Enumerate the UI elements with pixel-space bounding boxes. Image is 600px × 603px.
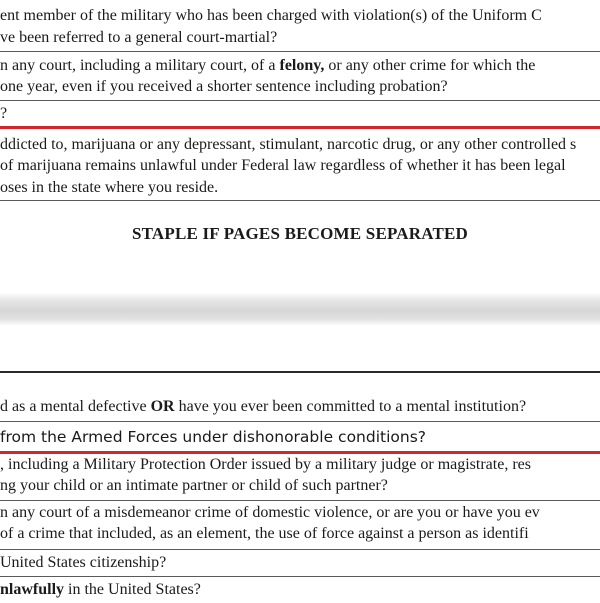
military-question-line2: ve been referred to a general court-martial? (0, 29, 278, 46)
felony-question-line2: one year, even if you received a shorter sentence including probation? (0, 78, 448, 95)
row-divider (0, 100, 600, 101)
mental-defective-question: d as a mental defective OR have you ever been committed to a mental institution? (0, 398, 527, 415)
marijuana-question-line1: ddicted to, marijuana or any depressant, stimulant, narcotic drug, or any other controlled s (0, 136, 577, 153)
protection-order-question-line1: , including a Military Protection Order issued by a military judge or magistrate, res (0, 456, 531, 473)
highlight-underline (0, 451, 600, 454)
citizenship-question: United States citizenship? (0, 554, 167, 571)
domestic-violence-question-line1: n any court of a misdemeanor crime of domestic violence, or are you or have you ev (0, 504, 540, 521)
staple-notice: STAPLE IF PAGES BECOME SEPARATED (131, 224, 469, 243)
row-divider (0, 576, 600, 577)
section-top-rule (0, 371, 600, 373)
unlawful-presence-question: nlawfully in the United States? (0, 581, 201, 598)
dishonorable-discharge-question: from the Armed Forces under dishonorable conditions? (0, 428, 427, 446)
row-divider (0, 200, 600, 201)
felony-question-line1: n any court, including a military court, of a felony, or any other crime for which the (0, 57, 536, 74)
highlight-underline (0, 126, 600, 129)
row-divider (0, 500, 600, 501)
row-divider (0, 421, 600, 422)
marijuana-question-line2: of marijuana remains unlawful under Federal law regardless of whether it has been legal (0, 157, 566, 174)
unlawful-user-question: ? (0, 105, 8, 122)
row-divider (0, 51, 600, 52)
military-question-line1: ent member of the military who has been charged with violation(s) of the Uniform C (0, 7, 542, 24)
page-separator (0, 292, 600, 326)
marijuana-question-line3: oses in the state where you reside. (0, 179, 219, 196)
row-divider (0, 549, 600, 550)
protection-order-question-line2: ng your child or an intimate partner or child of such partner? (0, 477, 388, 494)
domestic-violence-question-line2: of a crime that included, as an element, the use of force against a person as identifi (0, 525, 529, 542)
